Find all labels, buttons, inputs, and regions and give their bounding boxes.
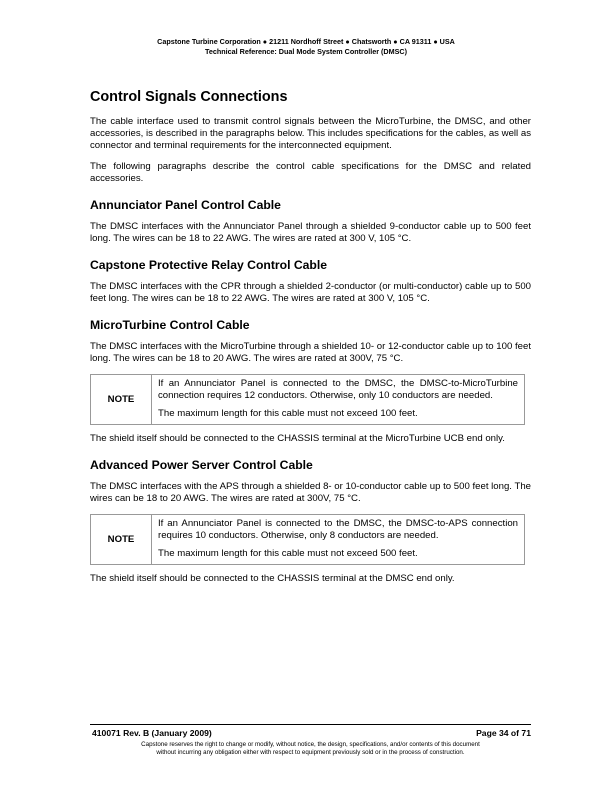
- note-text: The maximum length for this cable must not exceed 500 feet.: [158, 548, 418, 559]
- aps-shield-paragraph: The shield itself should be connected to the CHASSIS terminal at the DMSC end only.: [90, 573, 455, 584]
- note-text: If an Annunciator Panel is connected to the DMSC, the DMSC-to-APS connection requires 10 conductors. Otherwise, only 8 conductors are needed.: [158, 518, 518, 541]
- note-label: NOTE: [91, 375, 152, 425]
- note-text: If an Annunciator Panel is connected to the DMSC, the DMSC-to-MicroTurbine connection requires 12 conductors. Otherwise, only 10 conductors are needed.: [158, 378, 518, 401]
- intro-paragraph-1: The cable interface used to transmit control signals between the MicroTurbine, the DMSC, and other accessories, is described in the paragraphs below. This includes specifications for the cables, as well as connector and terminal requirements for the interconnected equipment.: [90, 116, 531, 151]
- page-header: [0, 37, 612, 57]
- cpr-paragraph: The DMSC interfaces with the CPR through a shielded 2-conductor (or multi-conductor) cable up to 500 feet long. The wires can be 18 to 22 AWG. The wires are rated at 300 V, 105 °C.: [90, 281, 531, 304]
- footer-disclaimer: Capstone reserves the right to change or modify, without notice, the design, specifications, and/or contents of this document without incurring any obligation either with respect to equipment previously sold or in the process of construction.: [141, 741, 480, 756]
- microturbine-note-box: [90, 374, 525, 425]
- subsection-heading-cpr: Capstone Protective Relay Control Cable: [90, 258, 328, 272]
- page-footer: [90, 724, 531, 756]
- section-title: Control Signals Connections: [90, 89, 288, 105]
- page-content: [90, 88, 531, 594]
- page-number: Page 34 of 71: [476, 728, 531, 738]
- subsection-heading-annunciator: Annunciator Panel Control Cable: [90, 198, 281, 212]
- intro-paragraph-2: The following paragraphs describe the control cable specifications for the DMSC and related accessories.: [90, 161, 531, 184]
- note-text: The maximum length for this cable must not exceed 100 feet.: [158, 408, 418, 419]
- annunciator-paragraph: The DMSC interfaces with the Annunciator Panel through a shielded 9-conductor cable up to 500 feet long. The wires can be 18 to 22 AWG. The wires are rated at 300 V, 105 °C.: [90, 221, 531, 244]
- header-address: Capstone Turbine Corporation ● 21211 Nordhoff Street ● Chatsworth ● CA 91311 ● USA: [157, 37, 455, 46]
- header-document-title: Technical Reference: Dual Mode System Controller (DMSC): [205, 47, 407, 56]
- aps-paragraph: The DMSC interfaces with the APS through a shielded 8- or 10-conductor cable up to 500 feet long. The wires can be 18 to 20 AWG. The wires are rated at 300V, 75 °C.: [90, 481, 531, 504]
- document-revision: 410071 Rev. B (January 2009): [92, 728, 212, 738]
- subsection-heading-microturbine: MicroTurbine Control Cable: [90, 318, 250, 332]
- aps-note-box: [90, 514, 525, 565]
- note-label: NOTE: [91, 515, 152, 565]
- subsection-heading-aps: Advanced Power Server Control Cable: [90, 458, 313, 472]
- microturbine-shield-paragraph: The shield itself should be connected to the CHASSIS terminal at the MicroTurbine UCB end only.: [90, 433, 505, 444]
- microturbine-paragraph: The DMSC interfaces with the MicroTurbine through a shielded 10- or 12-conductor cable up to 100 feet long. The wires can be 18 to 20 AWG. The wires are rated at 300V, 75 °C.: [90, 341, 531, 364]
